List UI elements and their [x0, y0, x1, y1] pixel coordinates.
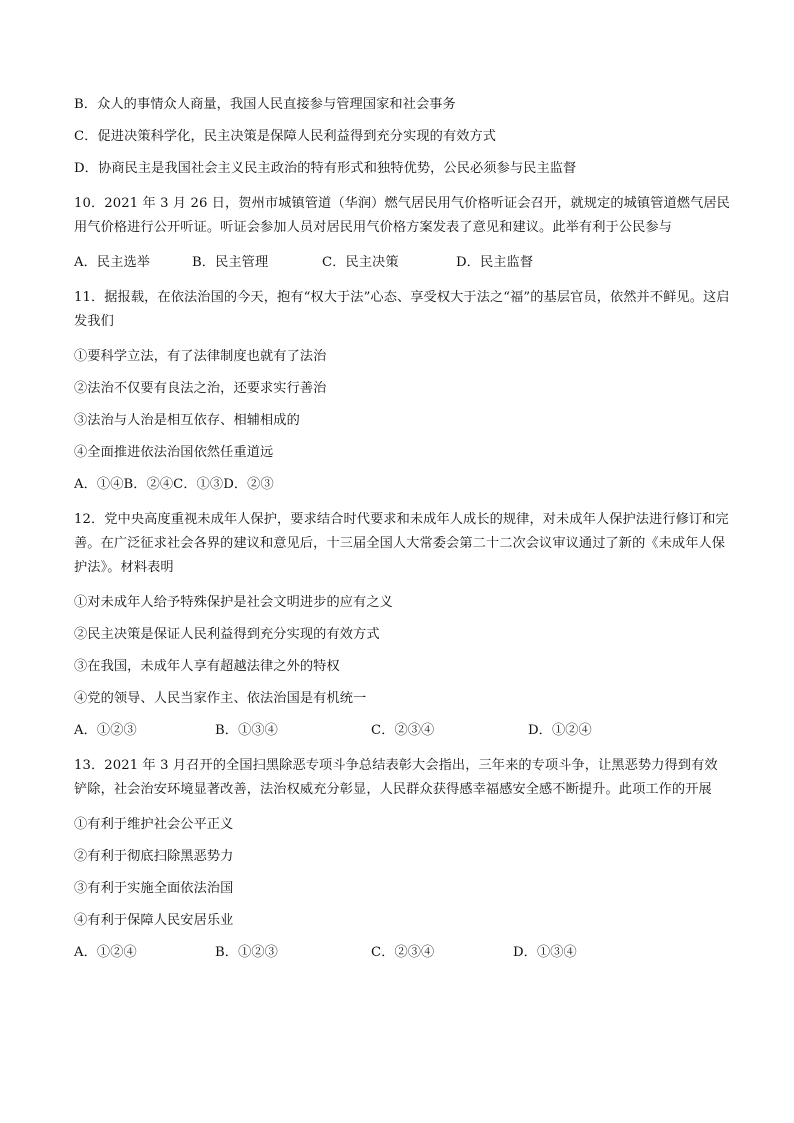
- q13-stem: 13．2021 年 3 月召开的全国扫黑除恶专项斗争总结表彰大会指出，三年来的专项斗争，让黑恶势力得到有效铲除，社会治安环境显著改善，法治权威充分彰显，人民群众获得感幸福感安全感不断提升。此项工作的开展: [74, 758, 718, 797]
- q11-item-2: ②法治不仅要有良法之治，还要求实行善治: [74, 381, 327, 396]
- q12-item-1: ①对未成年人给予特殊保护是社会文明进步的应有之义: [74, 595, 393, 610]
- q13-item-1: ①有利于维护社会公平正义: [74, 817, 234, 832]
- q13-option-c: C．②③④: [371, 945, 435, 960]
- q10-option-d: D．民主监督: [456, 255, 534, 270]
- q13-option-a: A．①②④: [74, 945, 137, 960]
- q13-item-3: ③有利于实施全面依法治国: [74, 881, 234, 896]
- q11-item-3: ③法治与人治是相互依存、相辅相成的: [74, 413, 300, 428]
- q12-options: [74, 722, 730, 754]
- q9-option-b: B．众人的事情众人商量，我国人民直接参与管理国家和社会事务: [74, 97, 456, 112]
- document-page: [74, 96, 730, 976]
- q10-options: [74, 254, 730, 286]
- q13-option-d: D．①③④: [513, 945, 577, 960]
- q11-item-4: ④全面推进依法治国依然任重道远: [74, 445, 274, 460]
- q12-option-c: C．②③④: [371, 723, 435, 738]
- q9-option-c: C．促进决策科学化，民主决策是保障人民利益得到充分实现的有效方式: [74, 129, 497, 144]
- q13-item-2: ②有利于彻底扫除黑恶势力: [74, 849, 234, 864]
- q10-option-b: B．民主管理: [192, 255, 269, 270]
- q9-option-d: D．协商民主是我国社会主义民主政治的特有形式和独特优势，公民必须参与民主监督: [74, 161, 577, 176]
- q10-option-a: A．民主选举: [74, 255, 151, 270]
- q12-stem: 12．党中央高度重视未成年人保护，要求结合时代要求和未成年人成长的规律，对未成年人保护法进行修订和完善。在广泛征求社会各界的建议和意见后，十三届全国人大常委会第二十二次会议审议通过了新的《未成年人保护法》。材料表明: [74, 512, 729, 575]
- q13-option-b: B．①②③: [215, 945, 278, 960]
- q11-stem: 11．据报载，在依法治国的今天，抱有“权大于法”心态、享受权大于法之“福”的基层官员，依然并不鲜见。这启发我们: [74, 290, 730, 329]
- q12-item-4: ④党的领导、人民当家作主、依法治国是有机统一: [74, 691, 367, 706]
- q12-option-b: B．①③④: [215, 723, 278, 738]
- q12-option-d: D．①②④: [528, 723, 592, 738]
- q13-options: [74, 944, 730, 976]
- q10-option-c: C．民主决策: [322, 255, 399, 270]
- q12-option-a: A．①②③: [74, 723, 137, 738]
- q11-options: A．①④B．②④C．①③D．②③: [74, 477, 274, 492]
- q10-stem: 10．2021 年 3 月 26 日，贺州市城镇管道（华润）燃气居民用气价格听证会召开，就规定的城镇管道燃气居民用气价格进行公开听证。听证会参加人员对居民用气价格方案发表了意见和建议。此举有利于公民参与: [74, 196, 730, 235]
- q12-item-3: ③在我国，未成年人享有超越法律之外的特权: [74, 659, 340, 674]
- q13-item-4: ④有利于保障人民安居乐业: [74, 913, 234, 928]
- q12-item-2: ②民主决策是保证人民利益得到充分实现的有效方式: [74, 627, 380, 642]
- q11-item-1: ①要科学立法，有了法律制度也就有了法治: [74, 349, 327, 364]
